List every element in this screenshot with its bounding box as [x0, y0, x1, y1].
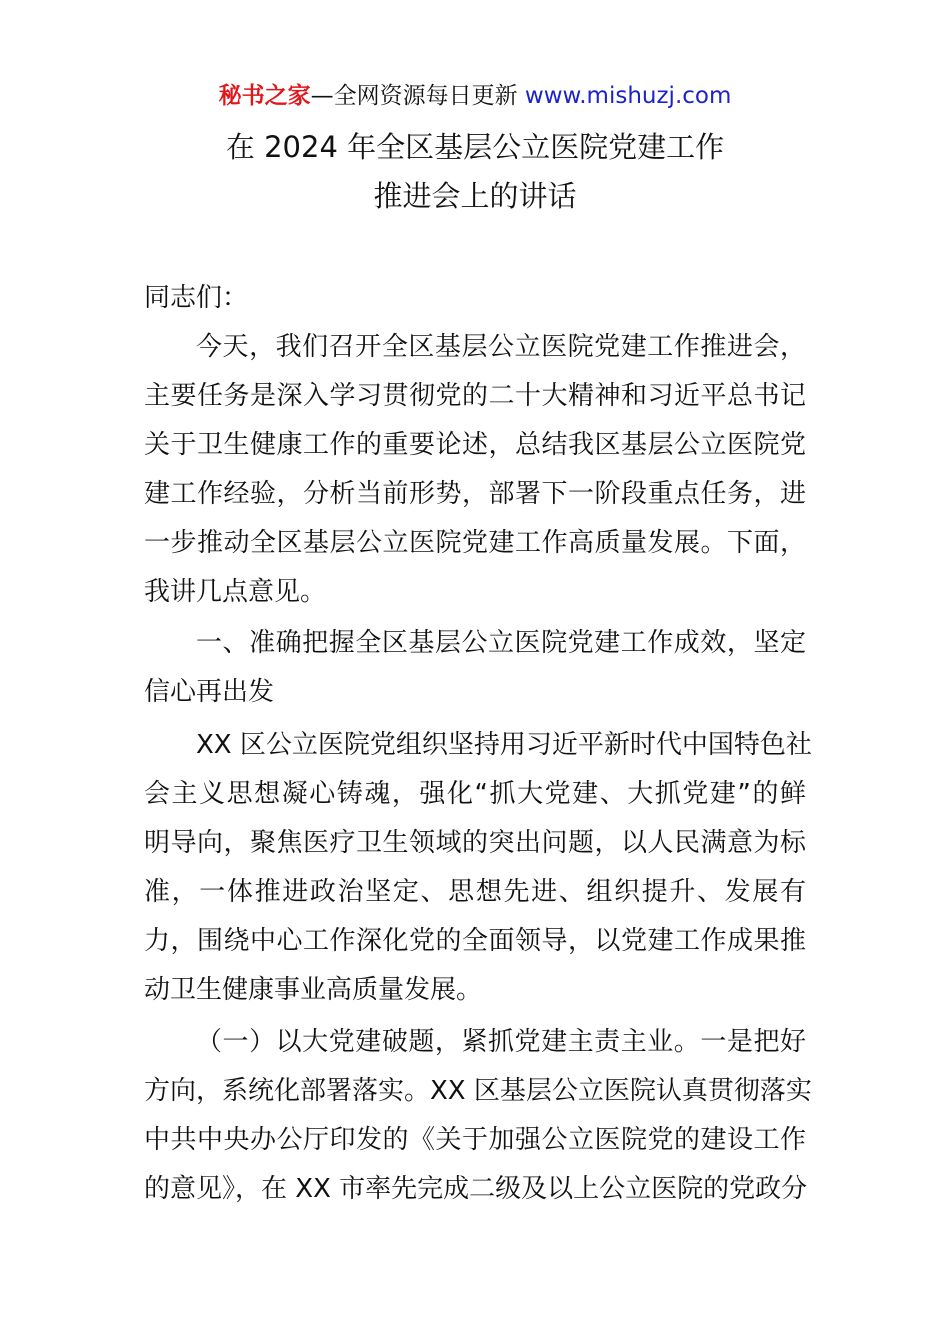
- paragraph-line: 力，围绕中心工作深化党的全面领导，以党建工作成果推: [144, 926, 806, 956]
- site-tagline: —全网资源每日更新: [310, 83, 525, 109]
- paragraph-line: 我讲几点意见。: [144, 577, 327, 607]
- paragraph-line: 方向，系统化部署落实。XX 区基层公立医院认真贯彻落实: [144, 1076, 812, 1106]
- site-header: [0, 80, 950, 112]
- paragraph-line: 建工作经验，分析当前形势，部署下一阶段重点任务，进: [144, 479, 806, 509]
- paragraph-line: 明导向，聚焦医疗卫生领域的突出问题，以人民满意为标: [144, 828, 806, 858]
- document-title-line-2: 推进会上的讲话: [373, 179, 577, 213]
- paragraph-line: 会主义思想凝心铸魂，强化“抓大党建、大抓党建”的鲜: [144, 779, 806, 809]
- section-heading-line: 信心再出发: [144, 677, 275, 707]
- paragraph-line: （一）以大党建破题，紧抓党建主责主业。一是把好: [196, 1027, 806, 1057]
- salutation: 同志们：: [144, 283, 249, 313]
- section-heading-line: 一、准确把握全区基层公立医院党建工作成效，坚定: [196, 628, 806, 658]
- paragraph-line: 关于卫生健康工作的重要论述，总结我区基层公立医院党: [144, 430, 806, 460]
- site-brand: 秘书之家: [218, 83, 311, 109]
- paragraph-line: 主要任务是深入学习贯彻党的二十大精神和习近平总书记: [144, 381, 806, 411]
- paragraph-line: 一步推动全区基层公立医院党建工作高质量发展。下面，: [144, 528, 806, 558]
- paragraph-line: XX 区公立医院党组织坚持用习近平新时代中国特色社: [196, 730, 812, 760]
- paragraph-line: 中共中央办公厅印发的《关于加强公立医院党的建设工作: [144, 1125, 806, 1155]
- site-url-link[interactable]: www.mishuzj.com: [524, 83, 732, 109]
- document-title-line-1: 在 2024 年全区基层公立医院党建工作: [225, 130, 725, 164]
- paragraph-line: 准，一体推进政治坚定、思想先进、组织提升、发展有: [144, 877, 806, 907]
- paragraph-line: 的意见》，在 XX 市率先完成二级及以上公立医院的党政分: [144, 1174, 808, 1204]
- paragraph-line: 动卫生健康事业高质量发展。: [144, 975, 483, 1005]
- paragraph-line: 今天，我们召开全区基层公立医院党建工作推进会，: [196, 332, 806, 362]
